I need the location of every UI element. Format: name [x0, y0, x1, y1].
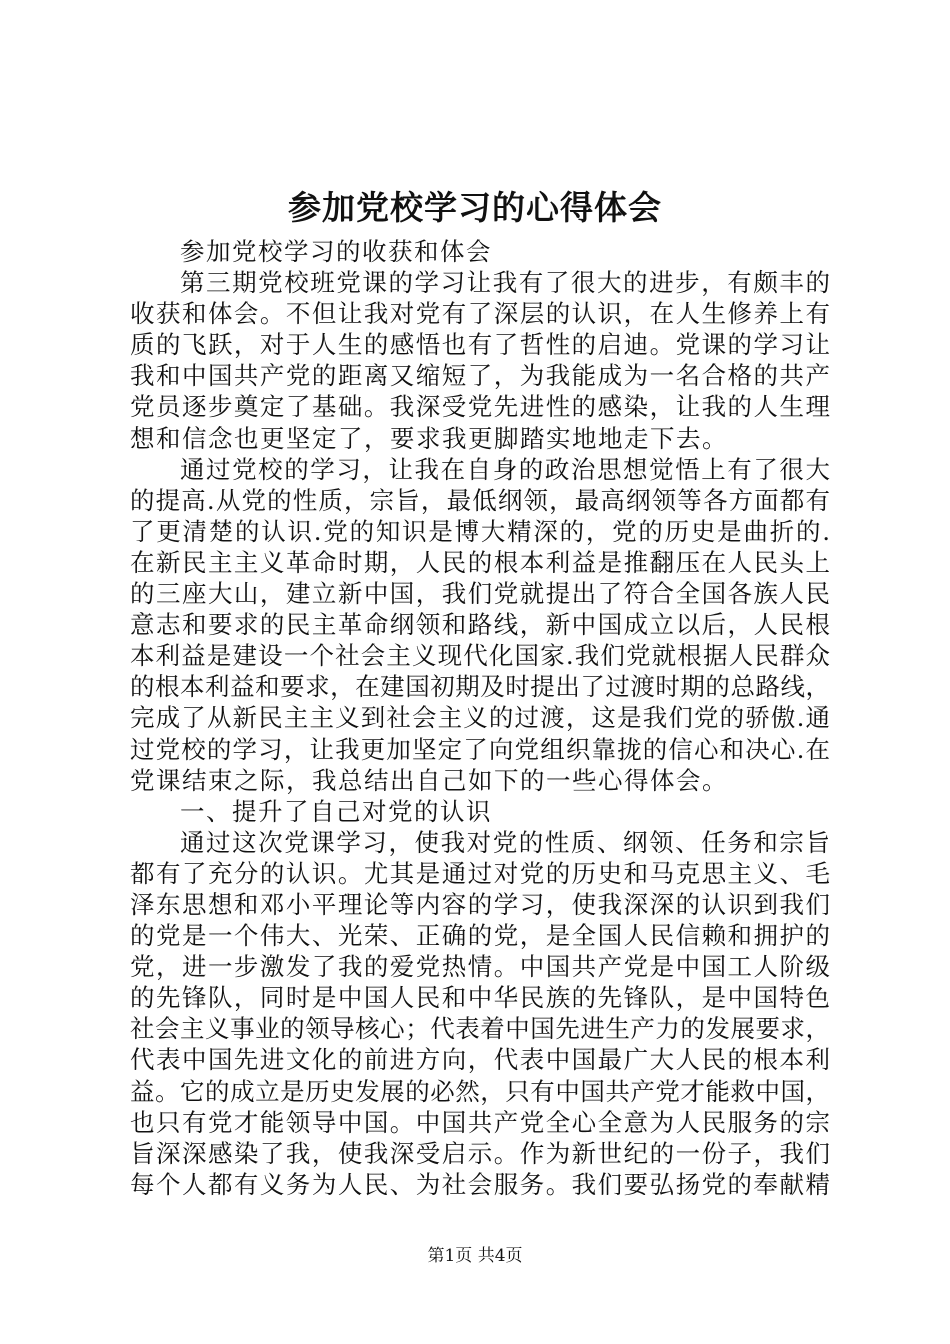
text-line: 益。它的成立是历史发展的必然，只有中国共产党才能救中国，	[130, 1076, 830, 1106]
text-line: 泽东思想和邓小平理论等内容的学习，使我深深的认识到我们	[130, 889, 830, 919]
section-heading: 一、提升了自己对党的认识	[180, 796, 492, 826]
text-line: 完成了从新民主主义到社会主义的过渡，这是我们党的骄傲.通	[130, 703, 830, 733]
text-line: 社会主义事业的领导核心；代表着中国先进生产力的发展要求，	[130, 1014, 830, 1044]
text-line: 质的飞跃，对于人生的感悟也有了哲性的启迪。党课的学习让	[130, 330, 830, 360]
text-line: 的提高.从党的性质，宗旨，最低纲领，最高纲领等各方面都有	[130, 485, 830, 515]
text-line: 通过党校的学习，让我在自身的政治思想觉悟上有了很大	[180, 454, 830, 484]
text-line: 每个人都有义务为人民、为社会服务。我们要弘扬党的奉献精	[130, 1169, 830, 1199]
text-line: 党课结束之际，我总结出自己如下的一些心得体会。	[130, 765, 728, 795]
text-line: 第三期党校班党课的学习让我有了很大的进步，有颇丰的	[180, 268, 830, 298]
text-line: 本利益是建设一个社会主义现代化国家.我们党就根据人民群众	[130, 641, 830, 671]
document-subtitle: 参加党校学习的收获和体会	[180, 237, 492, 266]
text-line: 的先锋队，同时是中国人民和中华民族的先锋队，是中国特色	[130, 983, 830, 1013]
text-line: 代表中国先进文化的前进方向，代表中国最广大人民的根本利	[130, 1045, 830, 1075]
text-line: 收获和体会。不但让我对党有了深层的认识，在人生修养上有	[130, 299, 830, 329]
text-line: 都有了充分的认识。尤其是通过对党的历史和马克思主义、毛	[130, 858, 830, 888]
text-line: 想和信念也更坚定了，要求我更脚踏实地地走下去。	[130, 423, 728, 453]
text-line: 意志和要求的民主革命纲领和路线，新中国成立以后，人民根	[130, 610, 830, 640]
text-line: 我和中国共产党的距离又缩短了，为我能成为一名合格的共产	[130, 361, 830, 391]
text-line: 党，进一步激发了我的爱党热情。中国共产党是中国工人阶级	[130, 952, 830, 982]
text-line: 也只有党才能领导中国。中国共产党全心全意为人民服务的宗	[130, 1107, 830, 1137]
text-line: 旨深深感染了我，使我深受启示。作为新世纪的一份子，我们	[130, 1138, 830, 1168]
text-line: 在新民主主义革命时期，人民的根本利益是推翻压在人民头上	[130, 547, 830, 577]
document-body	[130, 236, 830, 1200]
text-line: 的根本利益和要求，在建国初期及时提出了过渡时期的总路线，	[130, 672, 830, 702]
text-line: 过党校的学习，让我更加坚定了向党组织靠拢的信心和决心.在	[130, 734, 830, 764]
text-line: 了更清楚的认识.党的知识是博大精深的，党的历史是曲折的.	[130, 516, 830, 546]
text-line: 的三座大山，建立新中国，我们党就提出了符合全国各族人民	[130, 579, 830, 609]
page-number-footer: 第1页 共4页	[427, 1246, 523, 1266]
text-line: 党员逐步奠定了基础。我深受党先进性的感染，让我的人生理	[130, 392, 830, 422]
document-title: 参加党校学习的心得体会	[288, 188, 662, 227]
text-line: 的党是一个伟大、光荣、正确的党，是全国人民信赖和拥护的	[130, 921, 830, 951]
text-line: 通过这次党课学习，使我对党的性质、纲领、任务和宗旨	[180, 827, 830, 857]
